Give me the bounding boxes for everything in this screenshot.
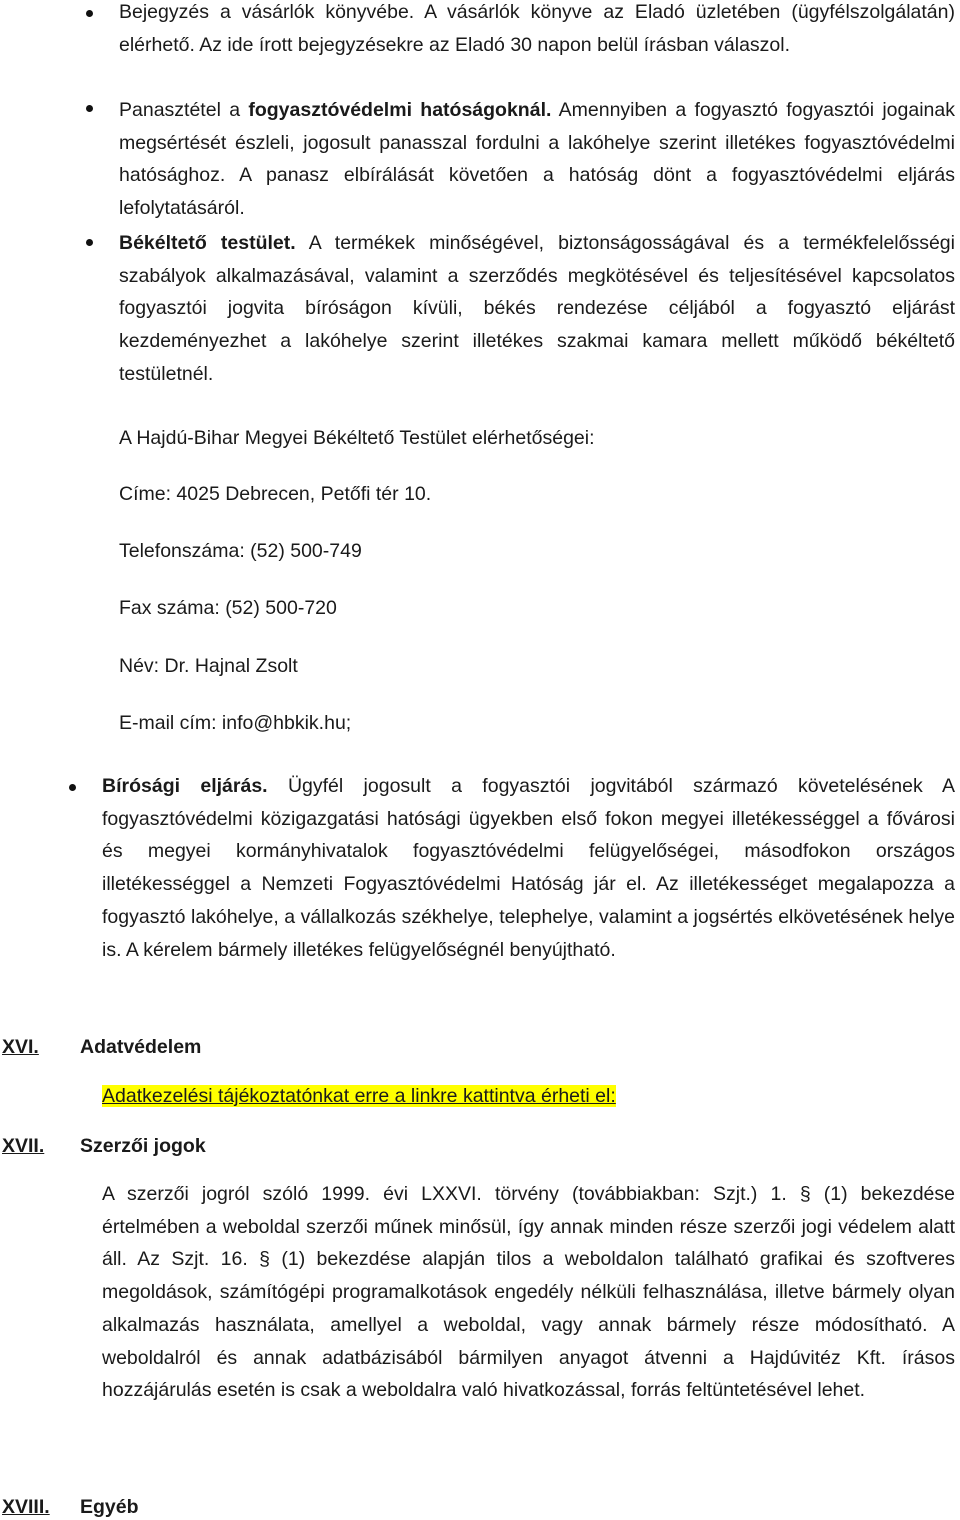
section-number-xvii: XVII. — [2, 1135, 45, 1157]
bullet-text: Ügyfél jogosult a fogyasztói jogvitából származó követelésének A fogyasztóvédelmi közigazgatási hatósági ügyekben első fokon megyei illetékességgel a fővárosi és megyei kormányhivatalok fogyasztóvédelmi felügyelőségei, másodfokon országos illetékességgel a Nemzeti Fogyasztóvédelmi Hatóság jár el. Az illetékességet megalapozza a fogyasztó lakóhelye, a vállalkozás székhelye, telephelye, valamint a jogsértés elkövetésének helye is. A kérelem bármely illetékes felügyelőségnél benyújtható. — [102, 775, 955, 961]
privacy-link-text[interactable]: Adatkezelési tájékoztatónkat erre a linkre kattintva érheti el: — [102, 1085, 616, 1107]
privacy-link[interactable] — [102, 1083, 616, 1109]
section-number-xviii: XVIII. — [2, 1496, 50, 1518]
bullet-text: Amennyiben a fogyasztó fogyasztói jogainak megsértését észleli, jogosult panasszal fordulni a lakóhelye szerint illetékes fogyasztóvédelmi hatósághoz. A panasz elbírálását követően a hatóság dönt a fogyasztóvédelmi eljárás lefolytatásáról. — [119, 99, 955, 220]
copyright-paragraph: A szerzői jogról szóló 1999. évi LXXVI. törvény (továbbiakban: Szjt.) 1. § (1) bekezdése értelmében a weboldal szerzői műnek minősül, így annak minden része szerzői jogi védelem alatt áll. Az Szjt. 16. § (1) bekezdése alapján tilos a weboldalon található grafikai és szoftveres megoldások, számítógépi programalkotások engedély nélküli felhasználása, illetve bármely olyan alkalmazás használata, amellyel a weboldal, vagy annak bármely része módosítható. A weboldalról és annak adatbázisából bármilyen anyagot átvenni a Hajdúvitéz Kft. írásos hozzájárulás esetén is csak a weboldalra való hivatkozással, forrás feltüntetésével lehet. — [102, 1183, 955, 1402]
bullet-lead-plain: Panasztétel a — [119, 99, 249, 121]
contact-address: Címe: 4025 Debrecen, Petőfi tér 10. — [119, 483, 432, 505]
section-title-szerzoi-jogok: Szerzői jogok — [80, 1135, 206, 1157]
bullet-icon — [69, 784, 76, 791]
bullet-lead-bold: fogyasztóvédelmi hatóságoknál. — [248, 99, 552, 121]
contact-phone: Telefonszáma: (52) 500-749 — [119, 540, 362, 562]
section-number-xvi: XVI. — [2, 1036, 39, 1058]
contact-email: E-mail cím: info@hbkik.hu; — [119, 712, 352, 734]
bullet-icon — [86, 239, 93, 246]
bullet-icon — [86, 105, 93, 112]
contact-fax: Fax száma: (52) 500-720 — [119, 597, 337, 619]
bullet-text: A termékek minőségével, biztonságosságával és a termékfelelősségi szabályok alkalmazásával, valamint a szerződés megkötésével és teljesítésével kapcsolatos fogyasztói jogvita bíróságon kívüli, békés rendezése céljából a fogyasztó eljárást kezdeményezhet a lakóhelye szerint illetékes szakmai kamara mellett működő békéltető testületnél. — [119, 232, 955, 385]
bullet-icon — [86, 10, 93, 17]
section-title-adatvedelem: Adatvédelem — [80, 1036, 202, 1058]
contact-name: Név: Dr. Hajnal Zsolt — [119, 655, 298, 677]
bullet-lead: Bírósági eljárás. — [102, 775, 268, 797]
bullet-text: A vásárlók könyve az Eladó üzletében (ügyfélszolgálatán) elérhető. Az ide írott bejegyzésekre az Eladó 30 napon belül írásban válaszol. — [119, 1, 955, 56]
section-title-egyeb: Egyéb — [80, 1496, 139, 1518]
bullet-item-panasztetel — [119, 94, 955, 225]
bullet-lead: Bejegyzés a vásárlók könyvébe. — [119, 1, 415, 23]
contact-title: A Hajdú-Bihar Megyei Békéltető Testület elérhetőségei: — [119, 427, 595, 449]
bullet-item-bekelteto — [119, 227, 955, 391]
bullet-item-birosagi-eljaras — [102, 770, 955, 966]
bullet-lead: Békéltető testület. — [119, 232, 296, 254]
bullet-item-vasarlok-konyve — [119, 0, 955, 61]
